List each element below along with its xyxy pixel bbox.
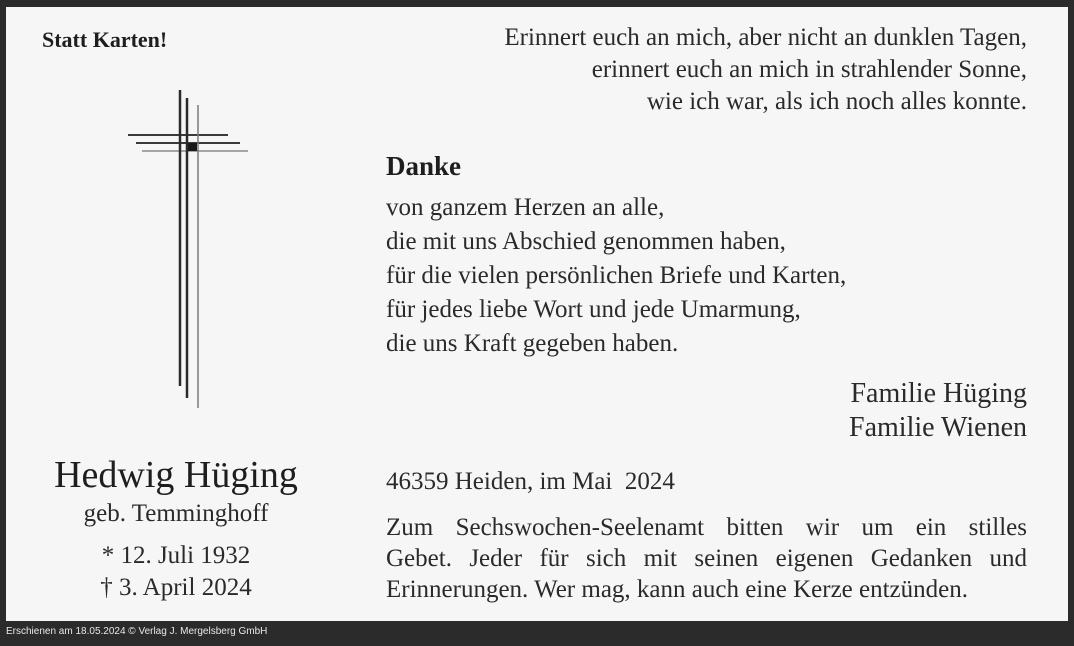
thanks-title: Danke	[386, 151, 462, 181]
place-date: 46359 Heiden, im Mai 2024	[386, 468, 675, 495]
death-date: † 3. April 2024	[100, 574, 252, 601]
memorial-notice	[386, 512, 1027, 605]
birth-date: * 12. Juli 1932	[101, 542, 251, 569]
deceased-name: Hedwig Hüging	[54, 454, 298, 496]
poem-line: Erinnert euch an mich, aber nicht an dunklen Tagen,	[504, 24, 1027, 51]
obituary-card	[6, 7, 1068, 621]
thanks-line: die mit uns Abschied genommen haben,	[386, 228, 786, 255]
family-name: Familie Wienen	[849, 412, 1027, 443]
family-signatures	[849, 377, 1027, 445]
thanks-line: die uns Kraft gegeben haben.	[386, 330, 679, 357]
notice-line: Zum Sechswochen-Seelenamt bitten wir um ein stilles	[386, 514, 1027, 541]
thanks-line: für jedes liebe Wort und jede Umarmung,	[386, 296, 801, 323]
publication-footer: Erschienen am 18.05.2024 © Verlag J. Mergelsberg GmbH	[6, 626, 268, 637]
life-dates	[26, 540, 326, 604]
notice-line: Gebet. Jeder für sich mit seinen eigenen Gedanken und	[386, 545, 1027, 572]
poem	[504, 22, 1027, 118]
family-name: Familie Hüging	[850, 378, 1027, 409]
statt-karten-label: Statt Karten!	[42, 27, 168, 52]
thanks-line: für die vielen persönlichen Briefe und Karten,	[386, 262, 847, 289]
thanks-line: von ganzem Herzen an alle,	[386, 194, 665, 221]
poem-line: wie ich war, als ich noch alles konnte.	[646, 88, 1027, 115]
thanks-text	[386, 191, 846, 361]
notice-line: Erinnerungen. Wer mag, kann auch eine Kerze entzünden.	[386, 576, 968, 603]
cross-icon	[128, 90, 250, 410]
maiden-name: geb. Temminghoff	[83, 500, 269, 527]
poem-line: erinnert euch an mich in strahlender Sonne,	[591, 56, 1027, 83]
